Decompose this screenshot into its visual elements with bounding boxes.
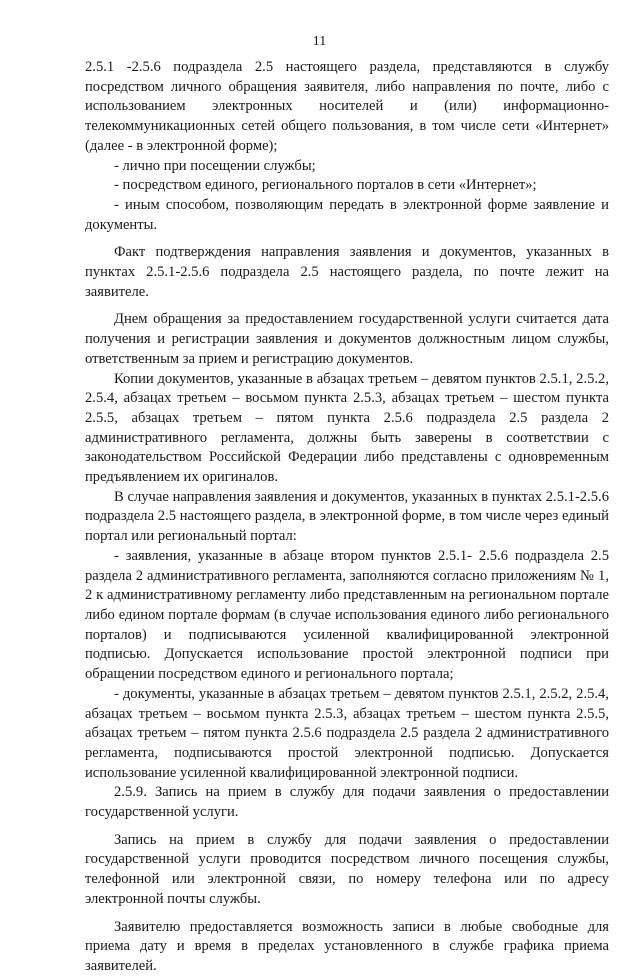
page-number: 11	[312, 34, 327, 49]
paragraph-appointment-methods: Запись на прием в службу для подачи заявления о предоставлении государственной услуги проводится посредством личного посещения службы, телефонной или электронной связи, по номеру телефона или по адресу электронной почты службы.	[85, 831, 609, 907]
list-item-applications: - заявления, указанные в абзаце втором пунктов 2.5.1- 2.5.6 подраздела 2.5 раздела 2 административного регламента, заполняются согласно приложениям № 1, 2 к административному регламенту либо представленным на региональном портале либо едином портале формам (в случае использования единого либо регионального порталов) и подписываются усиленной квалифицированной электронной подписью. Допускается использование простой электронной подписи при обращении посредством единого и регионального портала;	[85, 547, 609, 683]
paragraph-appointment-time: Заявителю предоставляется возможность записи в любые свободные для приема дату и время в пределах установленного в службе графика приема заявителей.	[85, 918, 609, 974]
paragraph-application-date: Днем обращения за предоставлением государственной услуги считается дата получения и регистрации заявления и документов должностным лицом службы, ответственным за прием и регистрацию документов.	[85, 311, 609, 367]
list-item-portals: - посредством единого, регионального порталов в сети «Интернет»;	[114, 177, 537, 194]
paragraph-continuation: 2.5.1 -2.5.6 подраздела 2.5 настоящего раздела, представляются в службу посредством личного обращения заявителя, либо направления по почте, либо с использованием электронных носителей и (или) информационно-телекоммуникационных сетей общего пользования, в том числе сети «Интернет» (далее - в электронной форме);	[85, 59, 609, 154]
paragraph-document-copies: Копии документов, указанные в абзацах третьем – девятом пунктов 2.5.1, 2.5.2, 2.5.4, абзацах третьем – восьмом пункта 2.5.3, абзацах третьем – шестом пункта 2.5.5, абзацах третьем – пятом пункта 2.5.6 подраздела 2.5 раздела 2 административного регламента, должны быть заверены в соответствии с законодательством Российской Федерации либо представлены с одновременным предъявлением их оригиналов.	[85, 370, 609, 486]
paragraph-postal-proof: Факт подтверждения направления заявления и документов, указанных в пунктах 2.5.1-2.5.6 подраздела 2.5 настоящего раздела, по почте лежит на заявителе.	[85, 244, 609, 300]
list-item-other-way: - иным способом, позволяющим передать в электронной форме заявление и документы.	[85, 196, 609, 233]
section-heading-2-5-9: 2.5.9. Запись на прием в службу для подачи заявления о предоставлении государственной услуги.	[85, 784, 609, 821]
document-body	[85, 58, 609, 977]
list-item-in-person: - лично при посещении службы;	[114, 157, 316, 174]
paragraph-electronic-submission: В случае направления заявления и документов, указанных в пунктах 2.5.1-2.5.6 подраздела 2.5 настоящего раздела, в электронной форме, в том числе через единый портал или региональный портал:	[85, 488, 609, 545]
list-item-documents: - документы, указанные в абзацах третьем – девятом пунктов 2.5.1, 2.5.2, 2.5.4, абзацах третьем – восьмом пункта 2.5.3, абзацах третьем – шестом пункта 2.5.5, абзацах третьем – пятом пункта 2.5.6 подраздела 2.5 раздела 2 административного регламента, подписываются простой электронной подписью. Допускается использование усиленной квалифицированной электронной подписи.	[85, 685, 609, 781]
